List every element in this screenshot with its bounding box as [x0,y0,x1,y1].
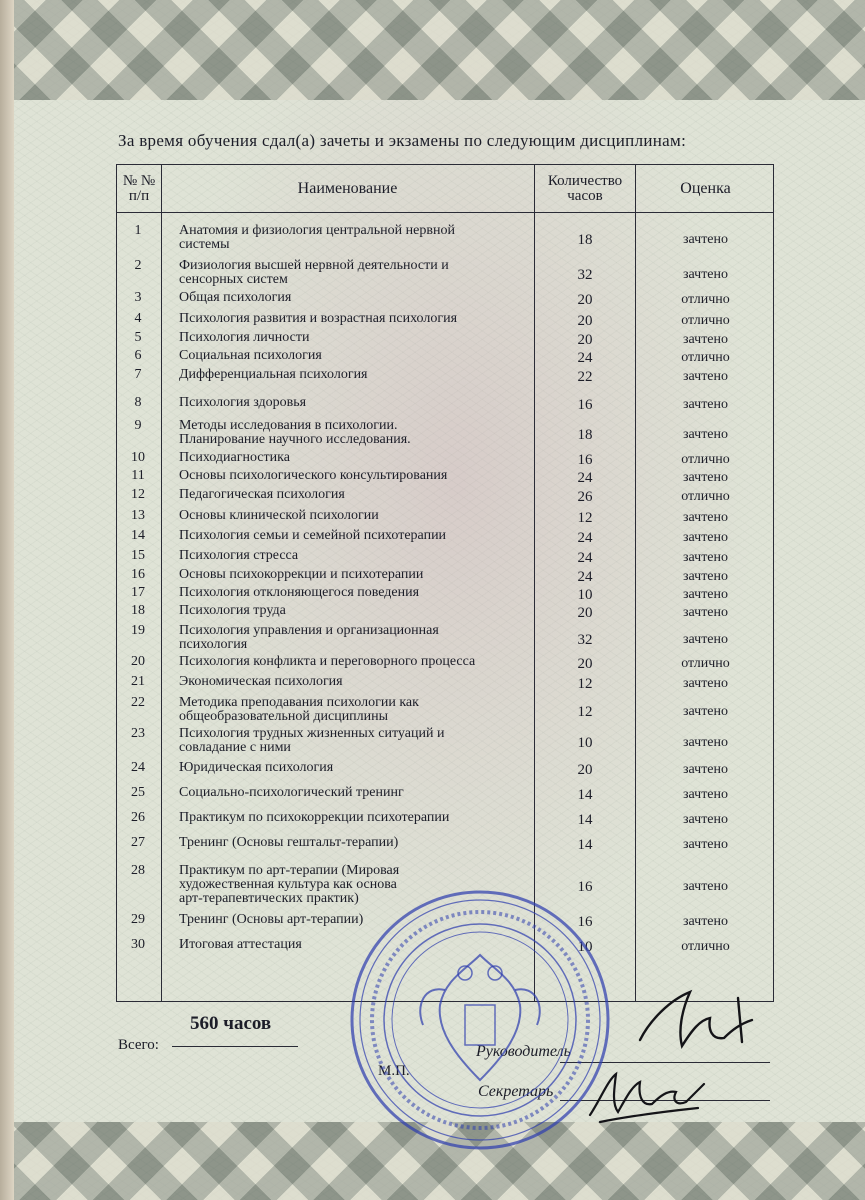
row-number: 1 [134,223,142,238]
discipline-hours: 24 [577,530,593,546]
discipline-name: Педагогическая психология [179,487,345,502]
header-divider [117,212,773,213]
row-number: 14 [131,528,145,543]
discipline-hours: 16 [577,397,593,413]
discipline-grade: зачтено [682,510,729,525]
discipline-hours: 14 [577,787,593,803]
discipline-grade: зачтено [682,812,729,827]
discipline-grade: зачтено [682,676,729,691]
discipline-grade: зачтено [682,369,729,384]
row-number: 8 [134,395,142,410]
discipline-grade: отлично [681,292,730,307]
header-name: Наименование [297,180,398,197]
discipline-grade: отлично [681,313,730,328]
row-number: 25 [131,785,145,800]
row-number: 6 [134,348,142,363]
discipline-hours: 22 [577,369,593,385]
discipline-hours: 20 [577,332,593,348]
header-num: № № п/п [122,172,156,204]
discipline-name: Дифференциальная психология [179,367,368,382]
discipline-hours: 12 [577,510,593,526]
discipline-name: Методика преподавания психологии как общеобразовательной дисциплины [179,695,419,724]
discipline-grade: зачтено [682,470,729,485]
row-number: 24 [131,760,145,775]
discipline-name: Методы исследования в психологии. Планирование научного исследования. [179,418,411,447]
document-spine [0,0,14,1200]
column-divider [161,165,162,1001]
discipline-name: Психология отклоняющегося поведения [179,585,420,600]
row-number: 18 [131,603,145,618]
row-number: 11 [131,468,145,483]
discipline-name: Психология личности [179,330,310,345]
discipline-grade: зачтено [682,530,729,545]
discipline-name: Психология конфликта и переговорного процесса [179,654,476,669]
discipline-grade: зачтено [682,267,729,282]
discipline-grade: отлично [681,489,730,504]
row-number: 12 [131,487,145,502]
row-number: 28 [131,863,145,878]
discipline-name: Анатомия и физиология центральной нервной системы [179,223,455,252]
discipline-hours: 32 [577,632,593,648]
disciplines-table [116,164,774,1002]
discipline-hours: 16 [577,879,593,895]
discipline-name: Психология управления и организационная психология [179,623,439,652]
discipline-hours: 24 [577,470,593,486]
discipline-grade: зачтено [682,427,729,442]
discipline-hours: 12 [577,676,593,692]
total-underline [172,1046,298,1047]
discipline-grade: отлично [681,939,730,954]
discipline-hours: 24 [577,350,593,366]
row-number: 20 [131,654,145,669]
row-number: 30 [131,937,145,952]
discipline-name: Юридическая психология [179,760,334,775]
discipline-grade: зачтено [682,914,729,929]
discipline-hours: 24 [577,550,593,566]
discipline-grade: зачтено [682,550,729,565]
seal-place-label: М.П. [378,1063,410,1079]
row-number: 22 [131,695,145,710]
discipline-hours: 10 [577,735,593,751]
row-number: 4 [134,311,142,326]
discipline-name: Физиология высшей нервной деятельности и сенсорных систем [179,258,449,287]
discipline-name: Психология труда [179,603,286,618]
discipline-grade: отлично [681,656,730,671]
discipline-hours: 18 [577,427,593,443]
discipline-name: Общая психология [179,290,292,305]
discipline-name: Психодиагностика [179,450,290,465]
discipline-name: Психология здоровья [179,395,307,410]
header-hours: Количество часов [547,172,623,204]
discipline-grade: отлично [681,452,730,467]
discipline-name: Практикум по арт-терапии (Мировая художественная культура как основа арт-терапевтических практик) [179,863,400,906]
discipline-name: Социально-психологический тренинг [179,785,404,800]
discipline-hours: 20 [577,292,593,308]
discipline-hours: 14 [577,837,593,853]
discipline-name: Основы психокоррекции и психотерапии [179,567,424,582]
document-heading: За время обучения сдал(а) зачеты и экзамены по следующим дисциплинам: [118,131,687,150]
row-number: 15 [131,548,145,563]
official-seal-stamp [345,885,615,1155]
row-number: 2 [134,258,142,273]
discipline-hours: 16 [577,914,593,930]
row-number: 17 [131,585,145,600]
discipline-hours: 12 [577,704,593,720]
discipline-hours: 20 [577,605,593,621]
discipline-hours: 14 [577,812,593,828]
discipline-name: Итоговая аттестация [179,937,302,952]
row-number: 10 [131,450,145,465]
row-number: 19 [131,623,145,638]
row-number: 27 [131,835,145,850]
discipline-name: Психология развития и возрастная психология [179,311,458,326]
discipline-name: Психология семьи и семейной психотерапии [179,528,447,543]
discipline-grade: зачтено [682,735,729,750]
head-signature-label: Руководитель [476,1043,571,1060]
row-number: 5 [134,330,142,345]
row-number: 3 [134,290,142,305]
total-hours-value: 560 часов [190,1013,272,1034]
discipline-name: Тренинг (Основы арт-терапии) [179,912,364,927]
discipline-grade: зачтено [682,762,729,777]
secretary-signature-label: Секретарь [478,1083,554,1100]
total-label: Всего: [118,1037,159,1053]
discipline-hours: 10 [577,939,593,955]
discipline-grade: зачтено [682,232,729,247]
row-number: 29 [131,912,145,927]
discipline-name: Социальная психология [179,348,322,363]
row-number: 7 [134,367,142,382]
discipline-name: Практикум по психокоррекции психотерапии [179,810,450,825]
discipline-hours: 20 [577,656,593,672]
discipline-name: Основы психологического консультирования [179,468,448,483]
row-number: 21 [131,674,145,689]
discipline-hours: 18 [577,232,593,248]
discipline-hours: 20 [577,313,593,329]
discipline-name: Психология трудных жизненных ситуаций и совладание с ними [179,726,445,755]
discipline-name: Психология стресса [179,548,299,563]
row-number: 23 [131,726,145,741]
discipline-hours: 16 [577,452,593,468]
row-number: 16 [131,567,145,582]
discipline-grade: зачтено [682,332,729,347]
discipline-grade: зачтено [682,605,729,620]
head-signature [620,980,770,1060]
discipline-hours: 10 [577,587,593,603]
discipline-grade: зачтено [682,632,729,647]
discipline-name: Основы клинической психологии [179,508,379,523]
row-number: 26 [131,810,145,825]
discipline-grade: зачтено [682,787,729,802]
row-number: 13 [131,508,145,523]
discipline-hours: 20 [577,762,593,778]
discipline-grade: зачтено [682,879,729,894]
row-number: 9 [134,418,142,433]
discipline-hours: 32 [577,267,593,283]
discipline-grade: зачтено [682,704,729,719]
discipline-grade: зачтено [682,569,729,584]
decorative-top-band [14,0,865,100]
discipline-grade: зачтено [682,837,729,852]
discipline-grade: зачтено [682,397,729,412]
discipline-hours: 26 [577,489,593,505]
discipline-name: Тренинг (Основы гештальт-терапии) [179,835,399,850]
header-grade: Оценка [680,180,731,197]
secretary-signature [580,1060,710,1130]
discipline-grade: зачтено [682,587,729,602]
discipline-hours: 24 [577,569,593,585]
discipline-grade: отлично [681,350,730,365]
discipline-name: Экономическая психология [179,674,343,689]
